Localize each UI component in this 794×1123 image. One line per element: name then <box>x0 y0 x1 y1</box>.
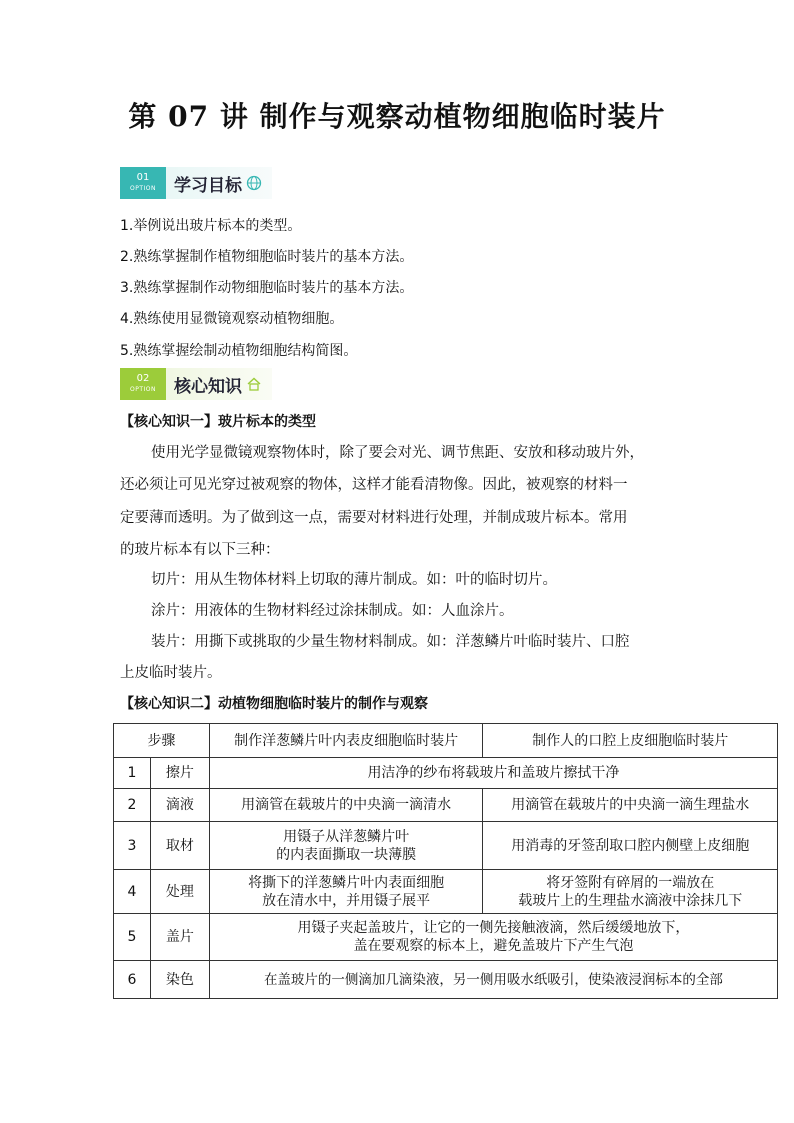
row-step: 滴液 <box>150 789 209 822</box>
row-number: 5 <box>114 914 151 961</box>
paragraph-line: 定要薄而透明。为了做到这一点，需要对材料进行处理，并制成玻片标本。常用 <box>120 510 628 526</box>
row-step: 取材 <box>150 822 209 870</box>
zhuangpian-text: 上皮临时装片。 <box>120 665 222 681</box>
row-plant <box>209 822 483 870</box>
option-tag <box>120 368 166 400</box>
section-title <box>166 368 272 400</box>
row-both <box>209 914 777 961</box>
section-title-text: 学习目标 <box>174 175 242 196</box>
steps-table <box>113 723 778 999</box>
option-label: OPTION <box>130 386 156 393</box>
row-number: 1 <box>114 758 151 789</box>
option-number: 01 <box>136 172 150 183</box>
header-step: 步骤 <box>114 724 210 758</box>
row-both-line: 用镊子夹起盖玻片，让它的一侧先接触液滴，然后缓缓地放下， <box>297 920 690 936</box>
zhuangpian-text: 装片：用撕下或挑取的少量生物材料制成。如：洋葱鳞片叶临时装片、口腔 <box>151 634 630 650</box>
goal-item: 1.举例说出玻片标本的类型。 <box>120 218 302 234</box>
header-plant: 制作洋葱鳞片叶内表皮细胞临时装片 <box>209 724 483 758</box>
row-both: 用洁净的纱布将载玻片和盖玻片擦拭干净 <box>209 758 777 789</box>
row-human: 用滴管在载玻片的中央滴一滴生理盐水 <box>483 789 778 822</box>
paragraph-line: 还必须让可见光穿过被观察的物体，这样才能看清物像。因此，被观察的材料一 <box>120 477 628 493</box>
table-header-row <box>114 724 778 758</box>
heading-knowledge-1: 【核心知识一】玻片标本的类型 <box>120 414 316 430</box>
goal-item: 5.熟练掌握绘制动植物细胞结构简图。 <box>120 343 358 359</box>
row-both-line: 盖在要观察的标本上，避免盖玻片下产生气泡 <box>353 938 634 954</box>
row-number: 3 <box>114 822 151 870</box>
heading-knowledge-2: 【核心知识二】动植物细胞临时装片的制作与观察 <box>120 696 428 712</box>
row-step: 擦片 <box>150 758 209 789</box>
row-plant-line: 用镊子从洋葱鳞片叶 <box>283 828 410 845</box>
row-number: 2 <box>114 789 151 822</box>
row-plant-line: 放在清水中，并用镊子展平 <box>262 892 431 909</box>
row-step: 盖片 <box>150 914 209 961</box>
row-both: 在盖玻片的一侧滴加几滴染液，另一侧用吸水纸吸引，使染液浸润标本的全部 <box>209 961 777 999</box>
section-title-text: 核心知识 <box>174 376 242 397</box>
goal-item: 2.熟练掌握制作植物细胞临时装片的基本方法。 <box>120 249 414 265</box>
option-number: 02 <box>136 373 150 384</box>
house-icon <box>246 376 262 392</box>
table-row <box>114 758 778 789</box>
row-plant-line: 的内表面撕取一块薄膜 <box>276 846 417 863</box>
option-label: OPTION <box>130 185 156 192</box>
row-step: 染色 <box>150 961 209 999</box>
section-title <box>166 167 272 199</box>
table-row <box>114 870 778 914</box>
row-plant: 用滴管在载玻片的中央滴一滴清水 <box>209 789 483 822</box>
row-step: 处理 <box>150 870 209 914</box>
row-number: 4 <box>114 870 151 914</box>
row-human <box>483 870 778 914</box>
table-row <box>114 822 778 870</box>
row-human-line: 载玻片上的生理盐水滴液中涂抹几下 <box>518 892 743 909</box>
tupian-text: 涂片：用液体的生物材料经过涂抹制成。如：人血涂片。 <box>151 603 514 619</box>
row-human-line: 将牙签附有碎屑的一端放在 <box>546 874 715 891</box>
page-title: 第 07 讲 制作与观察动植物细胞临时装片 <box>128 100 666 133</box>
goal-item: 4.熟练使用显微镜观察动植物细胞。 <box>120 311 344 327</box>
row-plant-line: 将撕下的洋葱鳞片叶内表面细胞 <box>248 874 445 891</box>
qiepian-text: 切片：用从生物体材料上切取的薄片制成。如：叶的临时切片。 <box>151 572 557 588</box>
option-tag <box>120 167 166 199</box>
section-banner-goals <box>120 166 272 200</box>
table-row <box>114 789 778 822</box>
globe-icon <box>246 175 262 191</box>
table-row <box>114 961 778 999</box>
header-human: 制作人的口腔上皮细胞临时装片 <box>483 724 778 758</box>
paragraph-line: 使用光学显微镜观察物体时，除了要会对光、调节焦距、安放和移动玻片外， <box>151 445 644 461</box>
row-number: 6 <box>114 961 151 999</box>
row-plant <box>209 870 483 914</box>
paragraph-line: 的玻片标本有以下三种： <box>120 542 280 558</box>
table-row <box>114 914 778 961</box>
row-human: 用消毒的牙签刮取口腔内侧壁上皮细胞 <box>483 822 778 870</box>
goal-item: 3.熟练掌握制作动物细胞临时装片的基本方法。 <box>120 280 414 296</box>
section-banner-knowledge <box>120 367 272 401</box>
